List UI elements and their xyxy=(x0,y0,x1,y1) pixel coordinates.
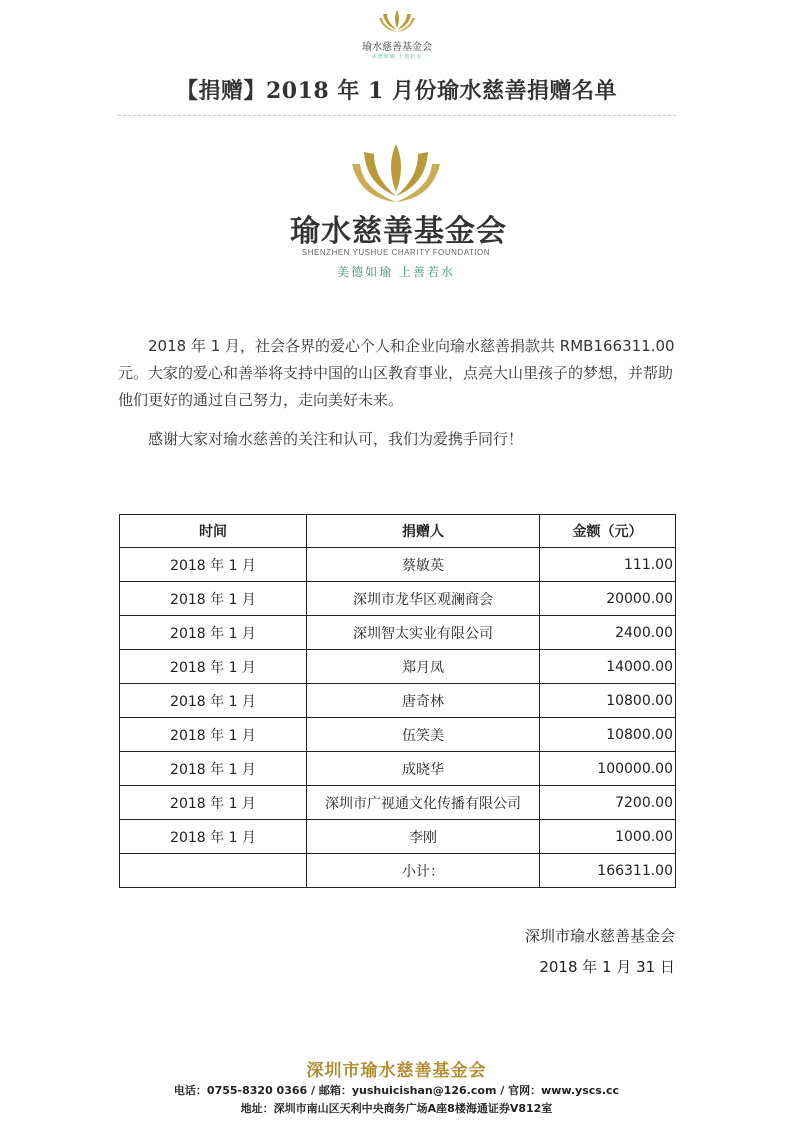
cell-donor: 成晓华 xyxy=(307,752,540,786)
foundation-logo xyxy=(290,140,507,279)
cell-time: 2018 年 1 月 xyxy=(120,582,307,616)
footer-address: 地址：深圳市南山区天利中央商务广场A座8楼海通证券V812室 xyxy=(240,1102,553,1115)
table-row xyxy=(120,820,676,854)
table-row xyxy=(120,786,676,820)
cell-donor: 伍笑美 xyxy=(307,718,540,752)
subtotal-label: 小计： xyxy=(307,854,540,888)
cell-donor: 李刚 xyxy=(307,820,540,854)
cell-amount: 20000.00 xyxy=(540,582,676,616)
subtotal-row xyxy=(120,854,676,888)
lotus-icon xyxy=(377,6,417,36)
cell-donor: 深圳市龙华区观澜商会 xyxy=(307,582,540,616)
cell-amount: 14000.00 xyxy=(540,650,676,684)
cell-donor: 蔡敏英 xyxy=(307,548,540,582)
cell-donor: 郑月凤 xyxy=(307,650,540,684)
foundation-slogan: 美德如瑜 上善若水 xyxy=(337,265,455,279)
column-header-time: 时间 xyxy=(120,515,307,548)
subtotal-amount: 166311.00 xyxy=(540,854,676,888)
table-row xyxy=(120,684,676,718)
intro-paragraph: 2018 年 1 月，社会各界的爱心个人和企业向瑜水慈善捐款共 RMB166311.00 元。大家的爱心和善举将支持中国的山区教育事业，点亮大山里孩子的梦想，并帮助他们更好的通过自己努力，走向美好未来。 xyxy=(118,337,675,409)
header-logo xyxy=(357,6,437,66)
column-header-donor: 捐赠人 xyxy=(307,515,540,548)
cell-amount: 111.00 xyxy=(540,548,676,582)
column-header-amount: 金额（元） xyxy=(540,515,676,548)
table-row xyxy=(120,718,676,752)
cell-amount: 1000.00 xyxy=(540,820,676,854)
donation-table xyxy=(119,514,676,888)
header-logo-name: 瑜水慈善基金会 xyxy=(362,42,432,53)
thanks-paragraph: 感谢大家对瑜水慈善的关注和认可，我们为爱携手同行！ xyxy=(148,430,524,448)
lotus-icon xyxy=(346,140,446,206)
signature-org: 深圳市瑜水慈善基金会 xyxy=(524,927,675,945)
cell-donor: 深圳市广视通文化传播有限公司 xyxy=(307,786,540,820)
table-row xyxy=(120,548,676,582)
cell-time: 2018 年 1 月 xyxy=(120,684,307,718)
page-title: 【捐赠】2018 年 1 月份瑜水慈善捐赠名单 xyxy=(175,78,618,104)
table-row xyxy=(120,650,676,684)
cell-time: 2018 年 1 月 xyxy=(120,820,307,854)
foundation-name-cn: 瑜水慈善基金会 xyxy=(290,214,507,249)
table-row xyxy=(120,752,676,786)
table-header-row xyxy=(120,515,676,548)
footer-contact: 电话：0755-8320 0366 / 邮箱：yushuicishan@126.com / 官网：www.yscs.cc xyxy=(173,1084,620,1097)
cell-empty xyxy=(120,854,307,888)
foundation-name-en: SHENZHEN YUSHUE CHARITY FOUNDATION xyxy=(301,248,491,257)
cell-amount: 2400.00 xyxy=(540,616,676,650)
cell-amount: 7200.00 xyxy=(540,786,676,820)
header-logo-slogan: 美德如瑜 上善若水 xyxy=(371,54,423,60)
cell-time: 2018 年 1 月 xyxy=(120,616,307,650)
table-row xyxy=(120,616,676,650)
table-row xyxy=(120,582,676,616)
cell-time: 2018 年 1 月 xyxy=(120,718,307,752)
cell-time: 2018 年 1 月 xyxy=(120,650,307,684)
cell-time: 2018 年 1 月 xyxy=(120,548,307,582)
cell-time: 2018 年 1 月 xyxy=(120,752,307,786)
cell-amount: 10800.00 xyxy=(540,718,676,752)
cell-donor: 深圳智太实业有限公司 xyxy=(307,616,540,650)
footer-org-name: 深圳市瑜水慈善基金会 xyxy=(306,1061,487,1081)
cell-time: 2018 年 1 月 xyxy=(120,786,307,820)
signature-date: 2018 年 1 月 31 日 xyxy=(539,958,675,976)
cell-donor: 唐奇林 xyxy=(307,684,540,718)
cell-amount: 10800.00 xyxy=(540,684,676,718)
cell-amount: 100000.00 xyxy=(540,752,676,786)
title-divider xyxy=(118,115,676,116)
